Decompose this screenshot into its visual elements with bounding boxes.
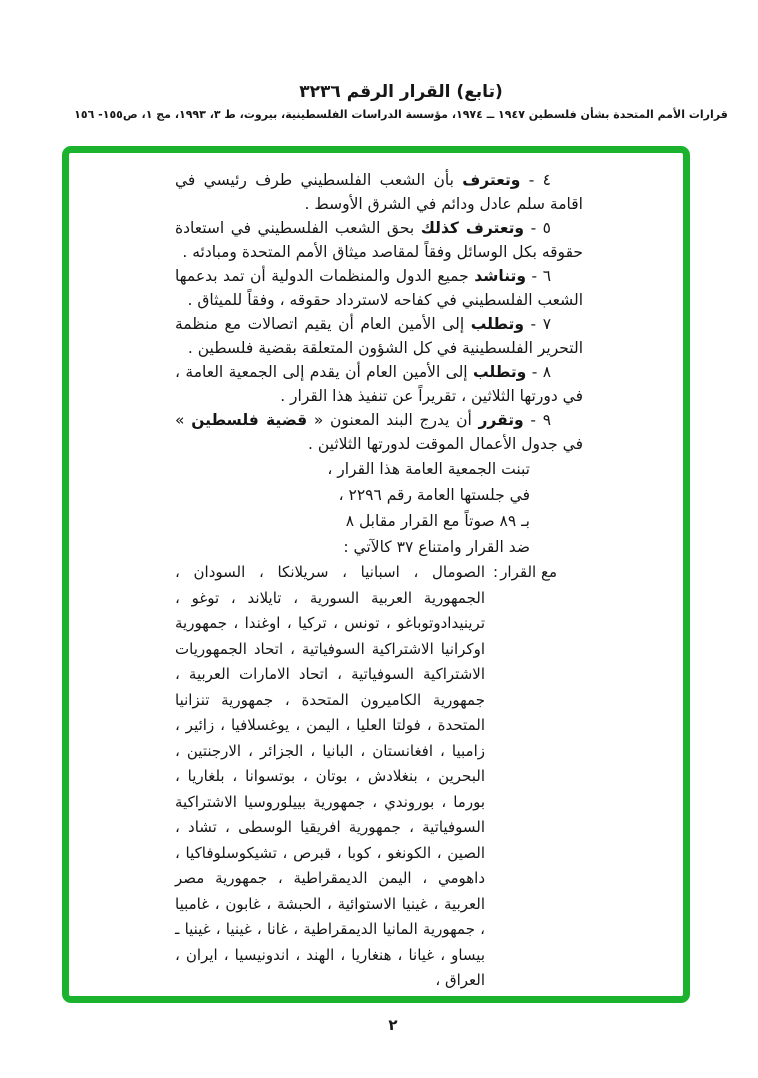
vote-with-countries: الصومال ، اسبانيا ، سريلانكا ، السودان ، الجمهورية العربية السورية ، تايلاند ، توغو ، ترينيدادوتوباغو ، تونس ، تركيا ، اوغندا ، جمهورية اوكرانيا الاشتراكية السوفياتية ، اتحاد الجمهوريات الاشتراكية السوفياتية ، اتحاد الامارات العربية ، جمهورية الكاميرون المتحدة ، جمهورية تنزانيا المتحدة ، فولتا العليا ، اليمن ، يوغسلافيا ، زائير ، زامبيا ، افغانستان ، البانيا ، الجزائر ، الارجنتين ، البحرين ، بنغلادش ، بوتان ، بوتسوانا ، بلغاريا ، بورما ، بوروندي ، جمهورية بييلوروسيا الاشتراكية السوفياتية ، جمهورية افريقيا الوسطى ، تشاد ، الصين ، الكونغو ، كوبا ، قبرص ، تشيكوسلوفاكيا ، داهومي ، اليمن الديمقراطية ، جمهورية مصر العربية ، غينيا الاستوائية ، الحبشة ، غابون ، غامبيا ، جمهورية المانيا الديمقراطية ، غانا ، غينيا ، غينيا ـ بيساو ، غيانا ، هنغاريا ، الهند ، اندونيسيا ، ايران ، العراق ، (175, 563, 485, 989)
adoption-line: ضد القرار وامتناع ٣٧ كالآتي : (343, 538, 530, 556)
paragraph-body: جميع الدول والمنظمات الدولية أن تمد بدعمها الشعب الفلسطيني في كفاحه لاسترداد حقوقه ، وفقاً للميثاق . (175, 267, 583, 309)
paragraph-keyword: وتطلب (473, 363, 527, 381)
page-title: (تابع) القرار الرقم ٣٢٣٦ (299, 82, 503, 102)
paragraph-keyword: وتعترف كذلك (420, 219, 525, 237)
resolution-paragraph-9 (175, 408, 583, 456)
paragraph-body: إلى الأمين العام أن يقدم إلى الجمعية العامة ، في دورتها الثلاثين ، تقريراً عن تنفيذ هذا القرار . (175, 363, 583, 405)
paragraph-number: ٧ - (523, 315, 552, 333)
resolution-paragraph-7 (175, 312, 583, 360)
adoption-line: في جلستها العامة رقم ٢٢٩٦ ، (338, 486, 530, 504)
resolution-paragraph-4 (175, 168, 583, 216)
paragraph-body: إلى الأمين العام أن يقيم اتصالات مع منظمة التحرير الفلسطينية في كل الشؤون المتعلقة بقضية فلسطين . (175, 315, 583, 357)
resolution-paragraph-6 (175, 264, 583, 312)
paragraph-body: » في جدول الأعمال الموقت لدورتها الثلاثين . (175, 411, 583, 453)
paragraph-number: ٩ - (523, 411, 552, 429)
page-subtitle: قرارات الأمم المتحدة بشأن فلسطين ١٩٤٧ ــ ١٩٧٤، مؤسسة الدراسات الفلسطينية، بيروت، ط ٣، ١٩٩٣، مج ١، ص١٥٥- ١٥٦ (74, 108, 728, 121)
resolution-paragraph-5 (175, 216, 583, 264)
paragraph-keyword: وتطلب (470, 315, 524, 333)
paragraph-keyword: وتناشد (474, 267, 527, 285)
vote-with-label-colon: : (493, 563, 499, 581)
page-number: ٢ (388, 1016, 398, 1034)
resolution-text (69, 153, 683, 996)
paragraph-body: بحق الشعب الفلسطيني في استعادة حقوقه بكل الوسائل وفقاً لمقاصد ميثاق الأمم المتحدة ومبادئه . (175, 219, 583, 261)
paragraph-keyword: وتعترف (462, 171, 521, 189)
vote-with-label (485, 560, 583, 586)
agenda-item-title: قضية فلسطين (191, 411, 308, 429)
paragraph-body: بأن الشعب الفلسطيني طرف رئيسي في اقامة سلم عادل ودائم في الشرق الأوسط . (175, 171, 583, 213)
adoption-line: بـ ٨٩ صوتاً مع القرار مقابل ٨ (345, 512, 530, 530)
paragraph-number: ٦ - (526, 267, 552, 285)
paragraph-number: ٨ - (526, 363, 552, 381)
paragraph-number: ٤ - (520, 171, 551, 189)
document-frame (62, 146, 690, 1003)
paragraph-keyword: وتقرر (478, 411, 524, 429)
adoption-line: تبنت الجمعية العامة هذا القرار ، (327, 460, 530, 478)
resolution-paragraph-8 (175, 360, 583, 408)
vote-with-label-text: مع القرار (500, 563, 557, 581)
document-header (22, 82, 758, 121)
vote-with-block (175, 560, 583, 994)
paragraph-body: أن يدرج البند المعنون « (307, 411, 479, 429)
paragraph-number: ٥ - (524, 219, 551, 237)
